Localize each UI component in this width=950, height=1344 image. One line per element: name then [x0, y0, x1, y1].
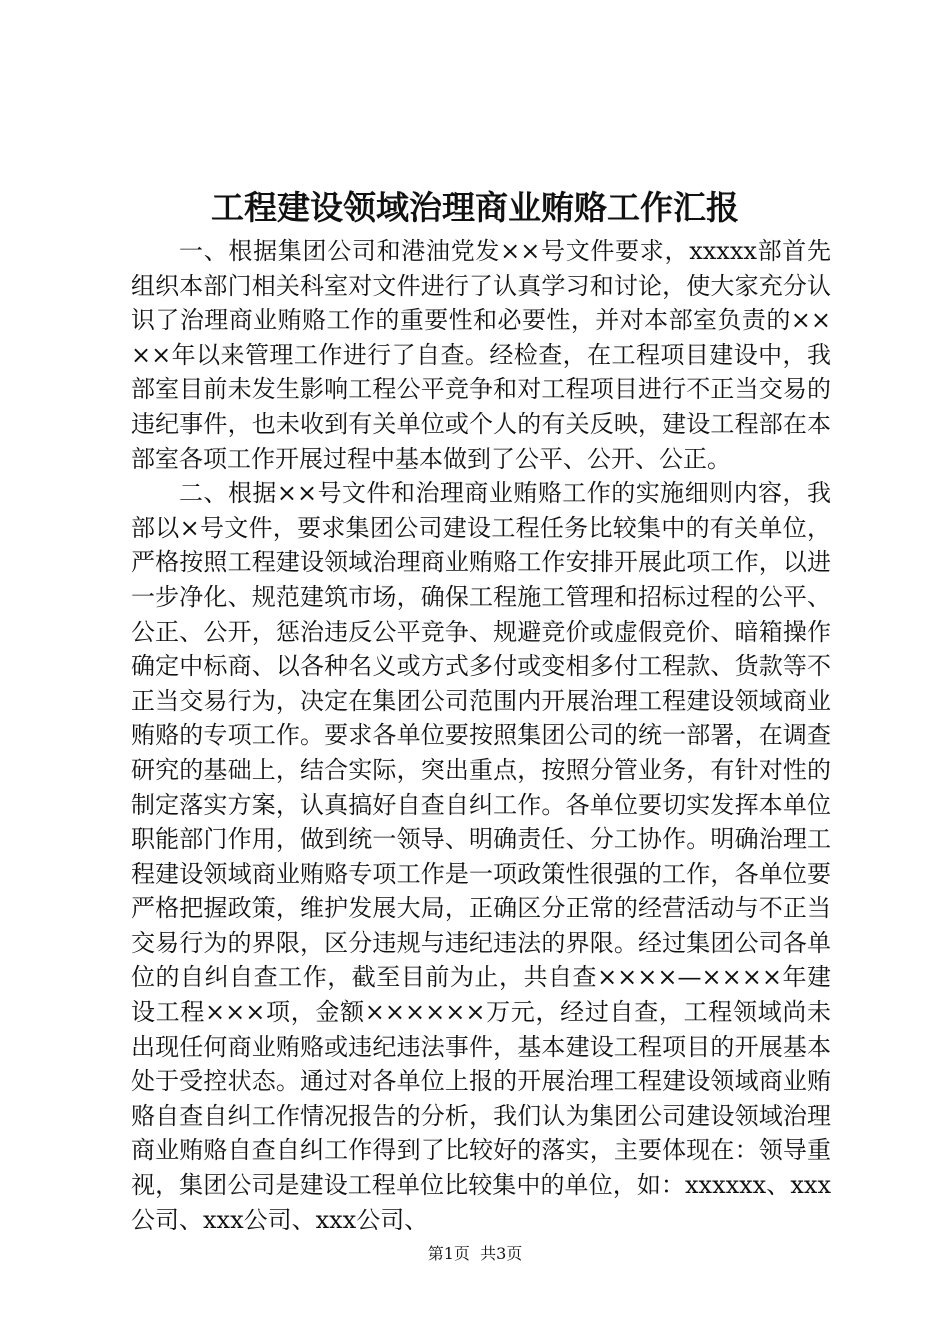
paragraph-1: 一、根据集团公司和港油党发××号文件要求，xxxxx部首先组织本部门相关科室对文件进行了认真学习和讨论，使大家充分认识了治理商业贿赂工作的重要性和必要性，并对本部室负责的××××年以来管理工作进行了自查。经检查，在工程项目建设中，我部室目前未发生影响工程公平竞争和对工程项目进行不正当交易的违纪事件，也未收到有关单位或个人的有关反映，建设工程部在本部室各项工作开展过程中基本做到了公平、公开、公正。: [131, 237, 831, 473]
paragraph-2: 二、根据××号文件和治理商业贿赂工作的实施细则内容，我部以×号文件，要求集团公司建设工程任务比较集中的有关单位，严格按照工程建设领域治理商业贿赂工作安排开展此项工作，以进一步净化、规范建筑市场，确保工程施工管理和招标过程的公平、公正、公开，惩治违反公平竞争、规避竞价或虚假竞价、暗箱操作确定中标商、以各种名义或方式多付或变相多付工程款、货款等不正当交易行为，决定在集团公司范围内开展治理工程建设领域商业贿赂的专项工作。要求各单位要按照集团公司的统一部署，在调查研究的基础上，结合实际，突出重点，按照分管业务，有针对性的制定落实方案，认真搞好自查自纠工作。各单位要切实发挥本单位职能部门作用，做到统一领导、明确责任、分工协作。明确治理工程建设领域商业贿赂专项工作是一项政策性很强的工作，各单位要严格把握政策，维护发展大局，正确区分正常的经营活动与不正当交易行为的界限，区分违规与违纪违法的界限。经过集团公司各单位的自纠自查工作，截至目前为止，共自查××××—××××年建设工程×××项，金额××××××万元，经过自查，工程领域尚未出现任何商业贿赂或违纪违法事件，基本建设工程项目的开展基本处于受控状态。通过对各单位上报的开展治理工程建设领域商业贿赂自查自纠工作情况报告的分析，我们认为集团公司建设领域治理商业贿赂自查自纠工作得到了比较好的落实，主要体现在：领导重视，集团公司是建设工程单位比较集中的单位，如：xxxxxx、xxx公司、xxx公司、xxx公司、: [131, 479, 831, 1234]
document-body: [131, 234, 831, 1237]
document-title: 工程建设领域治理商业贿赂工作汇报: [211, 188, 739, 227]
page-number-footer: 第1页 共3页: [427, 1244, 523, 1263]
